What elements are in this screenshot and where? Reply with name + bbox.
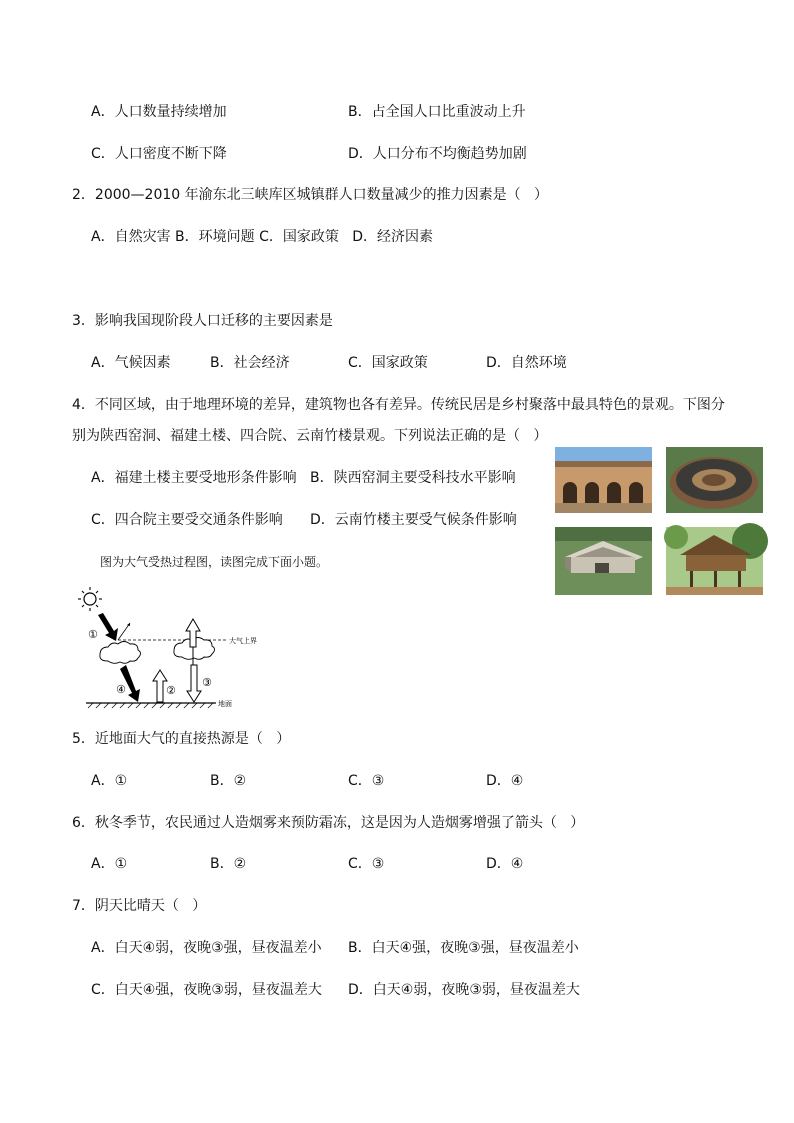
label-2: ②	[166, 684, 176, 697]
arrow-1-solar-radiation	[98, 613, 118, 641]
photo-yunnan-bamboo-house	[666, 527, 763, 595]
q5-option-a: A．①	[91, 773, 128, 789]
q2-options: A．自然灾害 B．环境问题 C．国家政策 D．经济因素	[91, 229, 433, 245]
q7-option-c: C．白天④强，夜晚③弱，昼夜温差大	[91, 982, 322, 998]
q3-stem: 3．影响我国现阶段人口迁移的主要因素是	[72, 313, 333, 329]
photo-shaanxi-cave-dwelling	[555, 447, 652, 513]
photo-fujian-tulou	[666, 447, 763, 513]
arrow-3-counter-radiation	[187, 665, 201, 702]
q6-option-a: A．①	[91, 856, 128, 872]
ground-label: 地面	[218, 700, 232, 708]
q3-option-a: A．气候因素	[91, 355, 171, 371]
q4-option-d: D．云南竹楼主要受气候条件影响	[310, 512, 517, 528]
atmosphere-heating-diagram	[74, 585, 257, 710]
sun-icon	[78, 587, 102, 611]
q4-stem-line1: 4．不同区域，由于地理环境的差异，建筑物也各有差异。传统民居是乡村聚落中最具特色的景观。下图分	[72, 397, 725, 413]
diagram-intro: 图为大气受热过程图，读图完成下面小题。	[100, 555, 329, 569]
q6-option-c: C．③	[348, 856, 385, 872]
q5-option-c: C．③	[348, 773, 385, 789]
reflected-arrow	[118, 623, 130, 640]
q5-option-d: D．④	[486, 773, 524, 789]
q1-option-c: C．人口密度不断下降	[91, 146, 227, 162]
q7-option-d: D．白天④弱，夜晚③弱，昼夜温差大	[348, 982, 580, 998]
q2-stem: 2．2000—2010 年渝东北三峡库区城镇群人口数量减少的推力因素是（ ）	[72, 187, 548, 203]
q4-option-b: B．陕西窑洞主要受科技水平影响	[310, 470, 516, 486]
q6-option-d: D．④	[486, 856, 524, 872]
q4-stem-line2: 别为陕西窑洞、福建土楼、四合院、云南竹楼景观。下列说法正确的是（ ）	[72, 428, 548, 444]
q6-option-b: B．②	[210, 856, 247, 872]
cloud-left	[100, 642, 141, 664]
q1-option-a: A．人口数量持续增加	[91, 104, 227, 120]
atmosphere-top-label: 大气上界	[229, 637, 257, 645]
label-3: ③	[202, 676, 212, 689]
q3-option-b: B．社会经济	[210, 355, 290, 371]
q4-option-c: C．四合院主要受交通条件影响	[91, 512, 283, 528]
arrow-2-ground-radiation	[153, 670, 167, 702]
photo-siheyuan	[555, 527, 652, 595]
q6-stem: 6．秋冬季节，农民通过人造烟雾来预防霜冻，这是因为人造烟雾增强了箭头（ ）	[72, 815, 585, 831]
q7-option-a: A．白天④弱，夜晚③强，昼夜温差小	[91, 940, 322, 956]
q5-stem: 5．近地面大气的直接热源是（ ）	[72, 731, 291, 747]
q7-option-b: B．白天④强，夜晚③强，昼夜温差小	[348, 940, 579, 956]
q4-option-a: A．福建土楼主要受地形条件影响	[91, 470, 297, 486]
label-1: ①	[88, 628, 98, 641]
q7-stem: 7．阴天比晴天（ ）	[72, 898, 207, 914]
q5-option-b: B．②	[210, 773, 247, 789]
q3-option-d: D．自然环境	[486, 355, 567, 371]
ground-hatching	[88, 703, 213, 708]
q3-option-c: C．国家政策	[348, 355, 428, 371]
q1-option-d: D．人口分布不均衡趋势加剧	[348, 146, 527, 162]
label-4: ④	[116, 683, 126, 696]
q1-option-b: B．占全国人口比重波动上升	[348, 104, 526, 120]
